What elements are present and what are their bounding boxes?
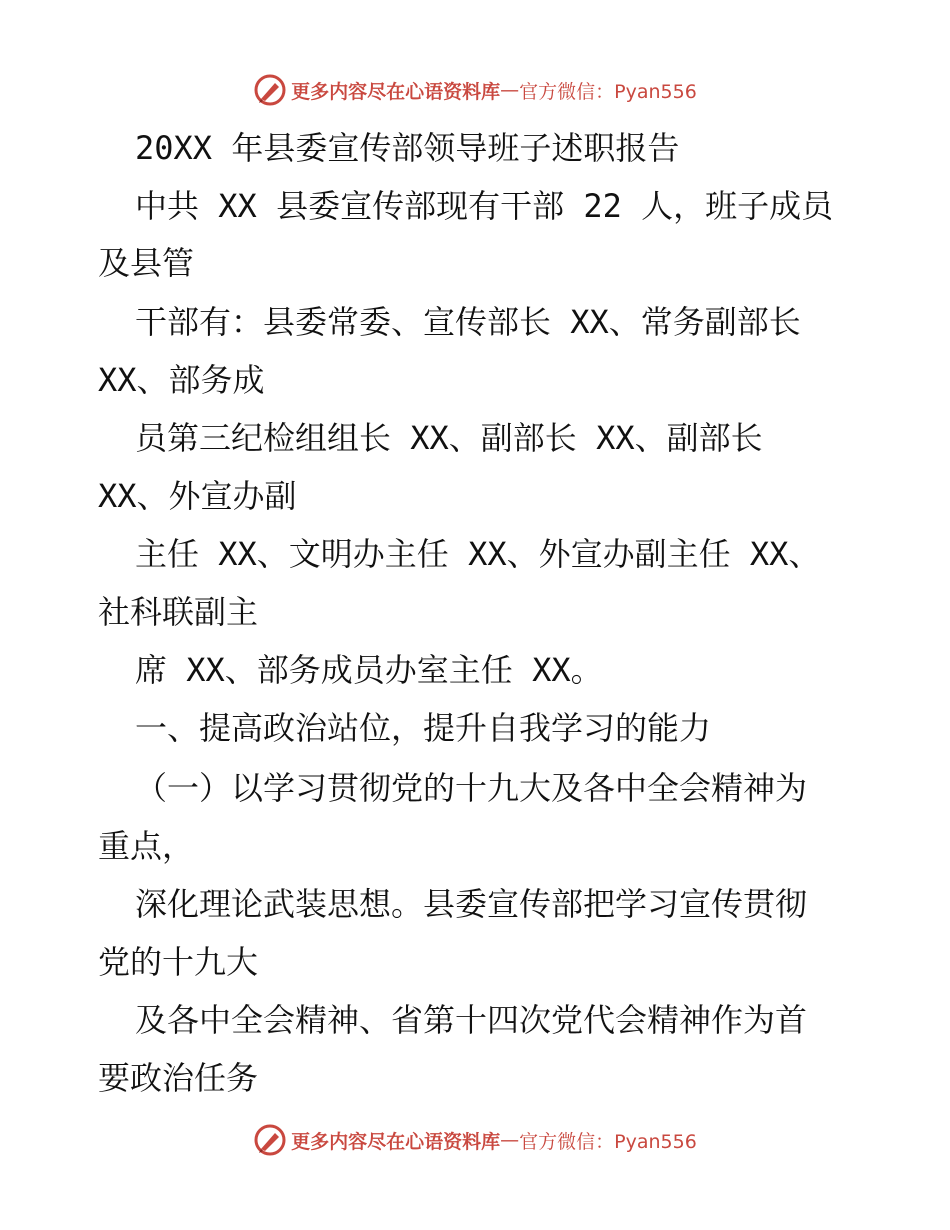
paragraph-line: 党的十九大 [98,943,259,981]
subsection-heading: （一）以学习贯彻党的十九大及各中全会精神为 [135,769,808,807]
pen-logo-icon [253,73,287,107]
watermark-footer [0,1120,950,1160]
paragraph-line: 及各中全会精神、省第十四次党代会精神作为首 [135,1001,808,1039]
watermark-header [0,70,950,110]
paragraph-line: 干部有：县委常委、宣传部长 XX、常务副部长 [135,303,801,341]
watermark-contact-text: 官方微信：Pyan556 [519,80,697,103]
paragraph-line: 深化理论武装思想。县委宣传部把学习宣传贯彻 [135,885,808,923]
paragraph-line: 重点， [98,827,195,865]
paragraph-line: XX、部务成 [98,361,265,399]
document-title: 20XX 年县委宣传部领导班子述职报告 [135,129,680,167]
paragraph-line: 社科联副主 [98,593,259,631]
watermark-dash: — [500,79,520,101]
watermark-main-text: 更多内容尽在心语资料库 [291,80,501,103]
paragraph-line: 中共 XX 县委宣传部现有干部 22 人，班子成员 [135,187,834,225]
paragraph-line: 要政治任务 [98,1059,259,1097]
paragraph-line: 员第三纪检组组长 XX、副部长 XX、副部长 [135,419,763,457]
paragraph-line: 及县管 [98,244,195,282]
pen-logo-icon [253,1123,287,1157]
paragraph-line: 主任 XX、文明办主任 XX、外宣办副主任 XX、 [135,535,821,573]
watermark-contact-text: 官方微信：Pyan556 [519,1130,697,1153]
paragraph-line: XX、外宣办副 [98,477,297,515]
watermark-main-text: 更多内容尽在心语资料库 [291,1130,501,1153]
section-heading: 一、提高政治站位，提升自我学习的能力 [135,709,712,747]
paragraph-line: 席 XX、部务成员办室主任 XX。 [135,651,603,689]
watermark-dash: — [500,1129,520,1151]
